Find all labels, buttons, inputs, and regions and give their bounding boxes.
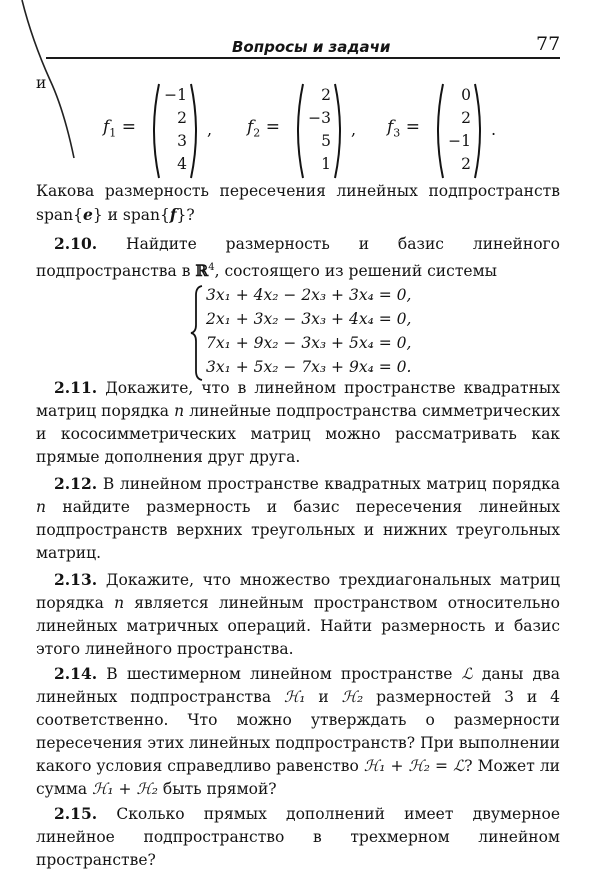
vector-punct: . (491, 120, 497, 139)
problem-number: 2.13. (54, 570, 98, 589)
problem-2-12: 2.12. В линейном пространстве квадратных матриц порядка n найдите размерность и базис пересечения линейных подпространств верхних треугольных и нижних треугольных матриц. (36, 474, 560, 562)
running-title: Вопросы и задачи (232, 38, 391, 56)
right-paren-icon (473, 82, 487, 180)
vector-entry: 2 (461, 155, 471, 173)
vector-entry: 2 (461, 109, 471, 127)
vector-entry: 4 (177, 155, 187, 173)
equation: 3x₁ + 4x₂ − 2x₃ + 3x₄ = 0, (206, 286, 412, 304)
page-number: 77 (536, 33, 561, 55)
vector-entry: −1 (164, 86, 187, 104)
problem-2-15: 2.15. Сколько прямых дополнений имеет двумерное линейное подпространство в трехмерном линейном пространстве? (36, 804, 560, 869)
problem-2-14: 2.14. В шестимерном линейном пространстве ℒ даны два линейных подпространства ℋ₁ и ℋ₂ размерностей 3 и 4 соответственно. Что можно утверждать о размерности пересечения этих линейных подпространств? При выполнении какого условия справедливо равенство ℋ₁ + ℋ₂ = ℒ? Может ли сумма ℋ₁ + ℋ₂ быть прямой? (36, 664, 560, 798)
vector-punct: , (207, 120, 213, 139)
problem-2-13: 2.13. Докажите, что множество трехдиагональных матриц порядка n является линейным пространством относительно линейных матричных операций. Найти размерность и базис этого линейного пространства. (36, 570, 560, 658)
problem-2-10: 2.10. Найдите размерность и базис линейного подпространства в ℝ$^4$, состоящего из решений системы (36, 234, 560, 281)
right-paren-icon (333, 82, 347, 180)
vector-entry: 3 (177, 132, 187, 150)
problem-number: 2.10. (54, 234, 98, 253)
vector-entry: 0 (461, 86, 471, 104)
problem-number: 2.15. (54, 804, 98, 823)
vector-entries (435, 84, 471, 176)
vector-entries (295, 84, 331, 176)
right-paren-icon (189, 82, 203, 180)
problem-number: 2.14. (54, 664, 98, 683)
left-brace-icon (190, 285, 204, 381)
vector-entry: 2 (321, 86, 331, 104)
equation: 3x₁ + 5x₂ − 7x₃ + 9x₄ = 0. (206, 358, 412, 376)
problem-number: 2.12. (54, 474, 98, 493)
lead-word: и (36, 74, 47, 92)
equation: 2x₁ + 3x₂ − 3x₃ + 4x₄ = 0, (206, 310, 412, 328)
scan-edge-line (20, 0, 80, 160)
vector-label: $f_1$ = (103, 117, 136, 140)
vector-entry: −3 (308, 109, 331, 127)
vector-entry: 1 (321, 155, 331, 173)
vector-label: $f_3$ = (387, 117, 420, 140)
problem-number: 2.11. (54, 378, 98, 397)
question-intro: Какова размерность пересечения линейных подпространств span{e} и span{f}? (36, 182, 560, 224)
vector-entry: −1 (448, 132, 471, 150)
vector-label: $f_2$ = (247, 117, 280, 140)
problem-2-11: 2.11. Докажите, что в линейном пространстве квадратных матриц порядка n линейные подпространства симметрических и кососимметрических матриц можно рассматривать как прямые дополнения друг друга. (36, 378, 560, 466)
vector-entries (151, 84, 187, 176)
header-rule (46, 57, 560, 59)
equations (206, 283, 411, 379)
vector-punct: , (351, 120, 357, 139)
equation: 7x₁ + 9x₂ − 3x₃ + 5x₄ = 0, (206, 334, 412, 352)
vector-entry: 5 (321, 132, 331, 150)
vector-entry: 2 (177, 109, 187, 127)
